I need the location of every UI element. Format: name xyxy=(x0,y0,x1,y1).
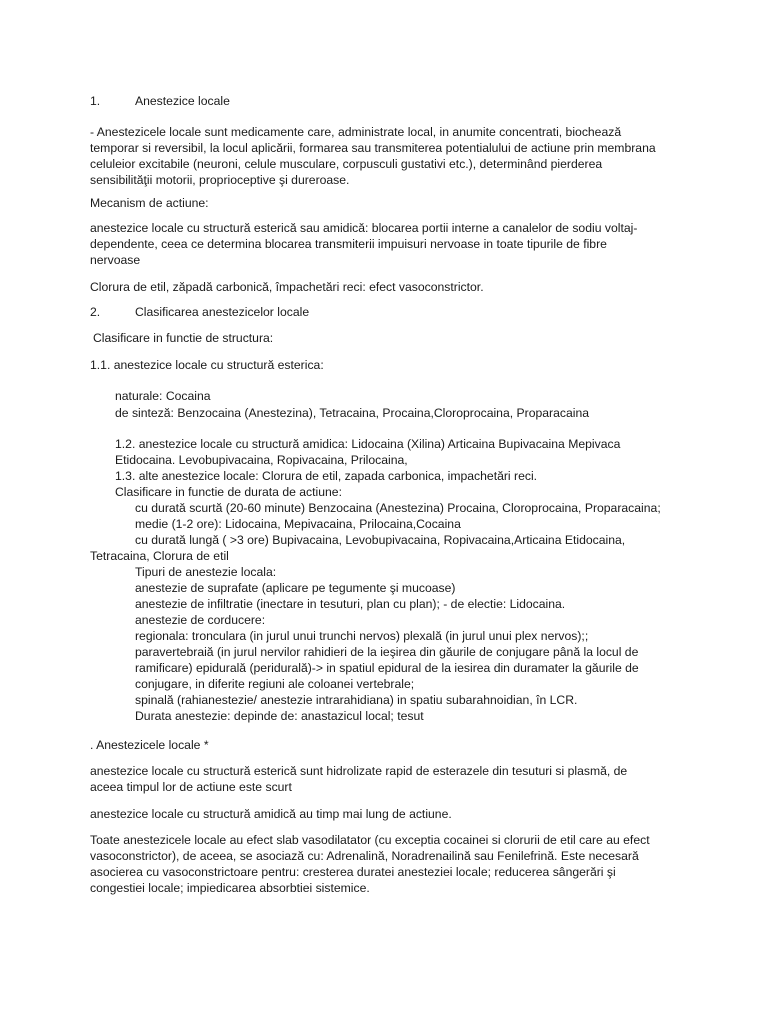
text-line: paravertebraiă (in jurul nervilor rahidieri de la ieşirea din găurile de conjugare până la locul de xyxy=(135,645,639,659)
text-line: dependente, ceea ce determina blocarea transmiterii impuisuri nervoase in toate tipurile de fibre xyxy=(90,237,607,251)
text-line: temporar si reversibil, la locul aplicării, formarea sau transmiterea potentialului de actiune prin membrana xyxy=(90,141,656,155)
text-line: anestezice locale cu structură esterică sunt hidrolizate rapid de esterazele din tesuturi si plasmă, de xyxy=(90,764,628,778)
text-line: Toate anestezicele locale au efect slab vasodilatator (cu exceptia cocainei si clorurii de etil care au efect xyxy=(90,833,650,847)
subsection-label: 1.1. anestezice locale cu structură esterica: xyxy=(90,358,324,372)
text-line: - Anestezicele locale sunt medicamente care, administrate local, in anumite concentrati, biochează xyxy=(90,125,622,139)
text-line: aceea timpul lor de actiune este scurt xyxy=(90,780,292,794)
text-line: celuleior excitabile (neuroni, celule musculare, corpusculi gustativi etc.), determinând pierderea xyxy=(90,157,603,171)
text-line: de sinteză: Benzocaina (Anestezina), Tetracaina, Procaina,Cloroprocaina, Proparacaina xyxy=(115,406,590,420)
section-label: . Anestezicele locale * xyxy=(90,738,209,752)
section-label: Clasificare in functie de structura: xyxy=(93,331,274,345)
text-line: Durata anestezie: depinde de: anastazicul local; tesut xyxy=(135,709,424,723)
text-line: 1.2. anestezice locale cu structură amidica: Lidocaina (Xilina) Articaina Bupivacaina Mepivaca xyxy=(115,437,621,451)
text-line: anestezice locale cu structură esterică sau amidică: blocarea portii interne a canalelor de sodiu voltaj- xyxy=(90,221,638,235)
heading-number: 2. xyxy=(90,305,101,319)
text-line: Clasificare in functie de durata de actiune: xyxy=(115,485,342,499)
text-line: Clorura de etil, zăpadă carbonică, împachetări reci: efect vasoconstrictor. xyxy=(90,280,484,294)
text-line: ramificare) epidurală (peridurală)-> in spatiul epidural de la iesirea din duramater la găurile de xyxy=(135,661,639,675)
heading-number: 1. xyxy=(90,94,101,108)
text-line: sensibilităţii motorii, proprioceptive şi dureroase. xyxy=(90,173,350,187)
text-line: medie (1-2 ore): Lidocaina, Mepivacaina, Prilocaina,Cocaina xyxy=(135,517,461,531)
text-line: congestiei locale; impiedicarea absorbtiei sistemice. xyxy=(90,881,370,895)
section-label: Mecanism de actiune: xyxy=(90,196,209,210)
text-line: spinală (rahianestezie/ anestezie intrarahidiana) in spatiu subarahnoidian, în LCR. xyxy=(135,693,578,707)
heading-title: Anestezice locale xyxy=(135,94,230,108)
text-line: vasoconstrictor), de aceea, se asociază cu: Adrenalină, Noradrenailină sau Fenilefrină. Este necesară xyxy=(90,849,639,863)
text-line: Tipuri de anestezie locala: xyxy=(135,565,277,579)
text-line: Etidocaina. Levobupivacaina, Ropivacaina, Prilocaina, xyxy=(115,453,408,467)
text-line: nervoase xyxy=(90,253,141,267)
text-line: cu durată scurtă (20-60 minute) Benzocaina (Anestezina) Procaina, Cloroprocaina, Proparacaina; xyxy=(135,501,661,515)
heading-title: Clasificarea anestezicelor locale xyxy=(135,305,310,319)
text-line: anestezice locale cu structură amidică au timp mai lung de actiune. xyxy=(90,807,452,821)
text-line: Tetracaina, Clorura de etil xyxy=(90,549,229,563)
text-line: asocierea cu vasoconstrictoare pentru: cresterea duratei anesteziei locale; reducerea sângerări şi xyxy=(90,865,616,879)
text-line: conjugare, in diferite regiuni ale coloanei vertebrale; xyxy=(135,677,415,691)
text-line: anestezie de corducere: xyxy=(135,613,266,627)
text-line: anestezie de infiltratie (inectare in tesuturi, plan cu plan); - de electie: Lidocaina. xyxy=(135,597,566,611)
text-line: naturale: Cocaina xyxy=(115,389,211,403)
text-line: anestezie de suprafate (aplicare pe tegumente şi mucoase) xyxy=(135,581,456,595)
text-line: cu durată lungă ( >3 ore) Bupivacaina, Levobupivacaina, Ropivacaina,Articaina Etidocaina, xyxy=(135,533,626,547)
text-line: 1.3. alte anestezice locale: Clorura de etil, zapada carbonica, impachetări reci. xyxy=(115,469,538,483)
text-line: regionala: tronculara (in jurul unui trunchi nervos) plexală (in jurul unui plex nervos);; xyxy=(135,629,589,643)
